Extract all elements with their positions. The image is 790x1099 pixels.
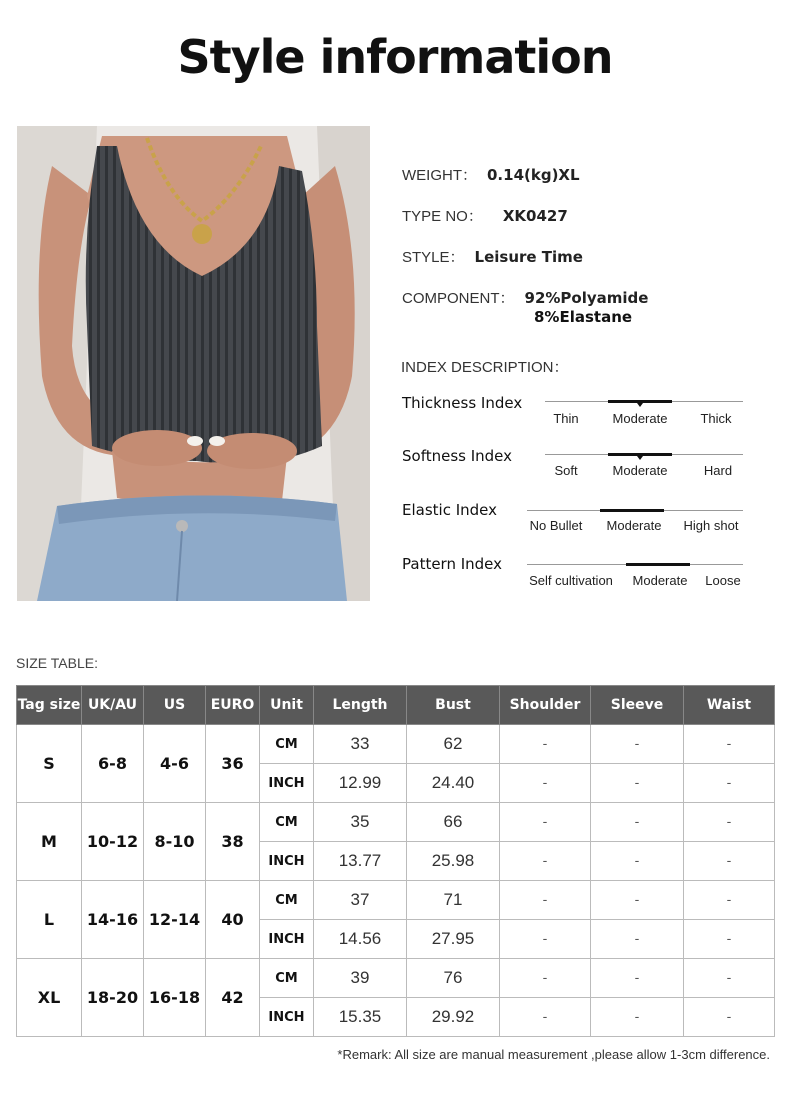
shoulder-cell: -	[500, 764, 591, 803]
waist-cell: -	[684, 998, 775, 1037]
length-cell: 14.56	[314, 920, 407, 959]
weight-value: 0.14(kg)XL	[487, 166, 580, 184]
header-shoulder: Shoulder	[500, 686, 591, 725]
length-cell: 33	[314, 725, 407, 764]
uk-au-cell: 18-20	[82, 959, 144, 1037]
page-title: Style information	[177, 30, 613, 84]
header-tag-size: Tag size	[17, 686, 82, 725]
sleeve-cell: -	[591, 920, 684, 959]
waist-cell: -	[684, 959, 775, 998]
component-value-1: 92%Polyamide	[524, 289, 649, 307]
weight-label: WEIGHT：	[402, 167, 477, 184]
bust-cell: 76	[407, 959, 500, 998]
elastic-left-label: No Bullet	[529, 518, 583, 533]
uk-au-cell: 14-16	[82, 881, 144, 959]
table-row	[17, 881, 775, 920]
unit-cell: INCH	[260, 998, 314, 1037]
unit-cell: INCH	[260, 842, 314, 881]
elastic-index-label: Elastic Index	[402, 501, 498, 519]
softness-marker-arrow-icon	[637, 456, 643, 460]
uk-au-cell: 6-8	[82, 725, 144, 803]
type-value: XK0427	[502, 207, 568, 225]
style-label: STYLE：	[402, 249, 465, 266]
sleeve-cell: -	[591, 881, 684, 920]
waist-cell: -	[684, 764, 775, 803]
pattern-index-label: Pattern Index	[402, 555, 503, 573]
us-cell: 8-10	[144, 803, 206, 881]
thickness-marker-arrow-icon	[637, 403, 643, 407]
pattern-middle-label: Moderate	[632, 573, 688, 588]
header-us: US	[144, 686, 206, 725]
size-table	[16, 685, 775, 1037]
thickness-right-label: Thick	[700, 411, 732, 426]
table-row	[17, 959, 775, 998]
softness-middle-label: Moderate	[612, 463, 668, 478]
pattern-scale-marker	[626, 563, 690, 566]
header-length: Length	[314, 686, 407, 725]
length-cell: 12.99	[314, 764, 407, 803]
table-row	[17, 725, 775, 764]
shoulder-cell: -	[500, 725, 591, 764]
elastic-right-label: High shot	[683, 518, 739, 533]
sleeve-cell: -	[591, 842, 684, 881]
type-label: TYPE NO：	[402, 208, 483, 225]
elastic-middle-label: Moderate	[606, 518, 662, 533]
sleeve-cell: -	[591, 998, 684, 1037]
size-table-label: SIZE TABLE:	[16, 655, 98, 671]
tag-size-cell: XL	[17, 959, 82, 1037]
index-description-label: INDEX DESCRIPTION：	[401, 359, 569, 376]
unit-cell: CM	[260, 725, 314, 764]
bust-cell: 66	[407, 803, 500, 842]
component-value-2: 8%Elastane	[534, 308, 633, 326]
unit-cell: CM	[260, 881, 314, 920]
shoulder-cell: -	[500, 998, 591, 1037]
euro-cell: 36	[206, 725, 260, 803]
unit-cell: CM	[260, 803, 314, 842]
shoulder-cell: -	[500, 881, 591, 920]
softness-index-label: Softness Index	[402, 447, 513, 465]
length-cell: 15.35	[314, 998, 407, 1037]
unit-cell: CM	[260, 959, 314, 998]
component-label: COMPONENT：	[402, 290, 515, 307]
header-bust: Bust	[407, 686, 500, 725]
softness-right-label: Hard	[703, 463, 733, 478]
length-cell: 35	[314, 803, 407, 842]
sleeve-cell: -	[591, 803, 684, 842]
tag-size-cell: M	[17, 803, 82, 881]
euro-cell: 40	[206, 881, 260, 959]
thickness-index-label: Thickness Index	[402, 394, 523, 412]
bust-cell: 24.40	[407, 764, 500, 803]
model-wearing-tank-top-image	[17, 126, 370, 601]
sleeve-cell: -	[591, 725, 684, 764]
tag-size-cell: L	[17, 881, 82, 959]
weight-row	[402, 164, 580, 185]
unit-cell: INCH	[260, 764, 314, 803]
bust-cell: 27.95	[407, 920, 500, 959]
pattern-left-label: Self cultivation	[529, 573, 613, 588]
waist-cell: -	[684, 725, 775, 764]
elastic-scale-marker	[600, 509, 664, 512]
us-cell: 4-6	[144, 725, 206, 803]
waist-cell: -	[684, 920, 775, 959]
length-cell: 13.77	[314, 842, 407, 881]
bust-cell: 71	[407, 881, 500, 920]
waist-cell: -	[684, 842, 775, 881]
bust-cell: 25.98	[407, 842, 500, 881]
shoulder-cell: -	[500, 959, 591, 998]
header-unit: Unit	[260, 686, 314, 725]
euro-cell: 42	[206, 959, 260, 1037]
length-cell: 37	[314, 881, 407, 920]
thickness-left-label: Thin	[553, 411, 579, 426]
component-row	[402, 287, 648, 308]
header-waist: Waist	[684, 686, 775, 725]
shoulder-cell: -	[500, 803, 591, 842]
style-value: Leisure Time	[474, 248, 583, 266]
bust-cell: 62	[407, 725, 500, 764]
pattern-right-label: Loose	[705, 573, 741, 588]
euro-cell: 38	[206, 803, 260, 881]
us-cell: 12-14	[144, 881, 206, 959]
shoulder-cell: -	[500, 920, 591, 959]
us-cell: 16-18	[144, 959, 206, 1037]
remark-note: *Remark: All size are manual measurement ,please allow 1-3cm difference.	[337, 1047, 770, 1062]
header-uk-au: UK/AU	[82, 686, 144, 725]
waist-cell: -	[684, 881, 775, 920]
size-table-header	[17, 686, 775, 725]
uk-au-cell: 10-12	[82, 803, 144, 881]
thickness-middle-label: Moderate	[612, 411, 668, 426]
length-cell: 39	[314, 959, 407, 998]
sleeve-cell: -	[591, 764, 684, 803]
table-row	[17, 803, 775, 842]
waist-cell: -	[684, 803, 775, 842]
header-euro: EURO	[206, 686, 260, 725]
type-row	[402, 205, 568, 226]
header-sleeve: Sleeve	[591, 686, 684, 725]
tag-size-cell: S	[17, 725, 82, 803]
style-row	[402, 246, 583, 267]
softness-left-label: Soft	[554, 463, 578, 478]
product-photo	[17, 126, 370, 601]
bust-cell: 29.92	[407, 998, 500, 1037]
unit-cell: INCH	[260, 920, 314, 959]
sleeve-cell: -	[591, 959, 684, 998]
shoulder-cell: -	[500, 842, 591, 881]
